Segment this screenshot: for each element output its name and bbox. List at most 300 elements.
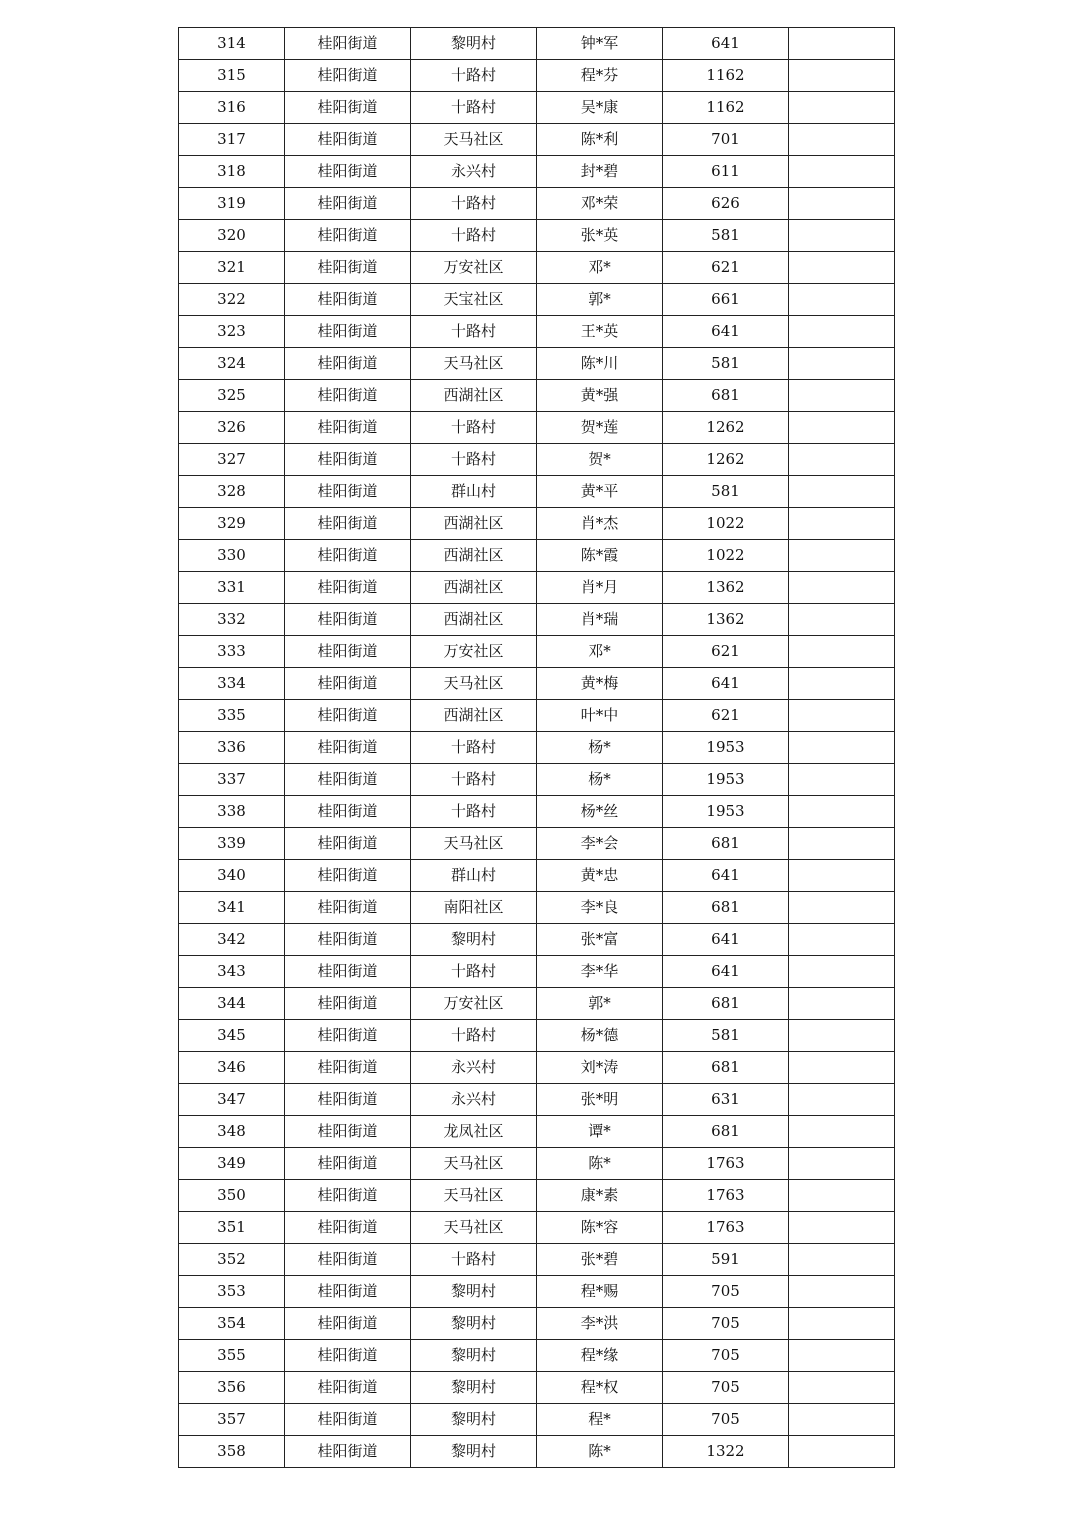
- village-cell: 群山村: [411, 476, 537, 508]
- table-row: [179, 796, 895, 828]
- subdistrict-cell: 桂阳街道: [285, 1436, 411, 1468]
- subdistrict-cell: 桂阳街道: [285, 348, 411, 380]
- serial-number-cell: 314: [179, 28, 285, 60]
- subdistrict-cell: 桂阳街道: [285, 1020, 411, 1052]
- remark-cell: [789, 92, 895, 124]
- remark-cell: [789, 1212, 895, 1244]
- village-cell: 万安社区: [411, 988, 537, 1020]
- subdistrict-cell: 桂阳街道: [285, 924, 411, 956]
- name-cell: 黄*梅: [537, 668, 663, 700]
- amount-cell: 1953: [663, 796, 789, 828]
- remark-cell: [789, 156, 895, 188]
- amount-cell: 641: [663, 924, 789, 956]
- serial-number-cell: 316: [179, 92, 285, 124]
- remark-cell: [789, 284, 895, 316]
- name-cell: 程*缘: [537, 1340, 663, 1372]
- table-row: [179, 156, 895, 188]
- name-cell: 李*洪: [537, 1308, 663, 1340]
- amount-cell: 701: [663, 124, 789, 156]
- table-row: [179, 636, 895, 668]
- table-row: [179, 60, 895, 92]
- amount-cell: 621: [663, 636, 789, 668]
- remark-cell: [789, 540, 895, 572]
- serial-number-cell: 351: [179, 1212, 285, 1244]
- subdistrict-cell: 桂阳街道: [285, 1244, 411, 1276]
- amount-cell: 1022: [663, 540, 789, 572]
- village-cell: 天马社区: [411, 1212, 537, 1244]
- table-row: [179, 668, 895, 700]
- remark-cell: [789, 604, 895, 636]
- table-row: [179, 1372, 895, 1404]
- village-cell: 天马社区: [411, 1180, 537, 1212]
- table-row: [179, 1436, 895, 1468]
- remark-cell: [789, 1276, 895, 1308]
- village-cell: 万安社区: [411, 252, 537, 284]
- village-cell: 西湖社区: [411, 540, 537, 572]
- amount-cell: 705: [663, 1340, 789, 1372]
- village-cell: 十路村: [411, 764, 537, 796]
- table-row: [179, 1180, 895, 1212]
- name-cell: 谭*: [537, 1116, 663, 1148]
- name-cell: 贺*莲: [537, 412, 663, 444]
- amount-cell: 1022: [663, 508, 789, 540]
- amount-cell: 621: [663, 700, 789, 732]
- name-cell: 肖*杰: [537, 508, 663, 540]
- village-cell: 天马社区: [411, 124, 537, 156]
- subdistrict-cell: 桂阳街道: [285, 764, 411, 796]
- subdistrict-cell: 桂阳街道: [285, 668, 411, 700]
- remark-cell: [789, 636, 895, 668]
- name-cell: 黄*忠: [537, 860, 663, 892]
- name-cell: 郭*: [537, 988, 663, 1020]
- amount-cell: 621: [663, 252, 789, 284]
- table-row: [179, 476, 895, 508]
- record-table-container: [178, 27, 894, 1468]
- amount-cell: 1362: [663, 572, 789, 604]
- name-cell: 陈*霞: [537, 540, 663, 572]
- name-cell: 肖*月: [537, 572, 663, 604]
- record-table-body: [179, 28, 895, 1468]
- amount-cell: 705: [663, 1404, 789, 1436]
- amount-cell: 681: [663, 1116, 789, 1148]
- village-cell: 龙凤社区: [411, 1116, 537, 1148]
- serial-number-cell: 335: [179, 700, 285, 732]
- village-cell: 十路村: [411, 316, 537, 348]
- name-cell: 邓*: [537, 636, 663, 668]
- village-cell: 天马社区: [411, 1148, 537, 1180]
- table-row: [179, 1244, 895, 1276]
- serial-number-cell: 326: [179, 412, 285, 444]
- subdistrict-cell: 桂阳街道: [285, 92, 411, 124]
- remark-cell: [789, 380, 895, 412]
- serial-number-cell: 357: [179, 1404, 285, 1436]
- table-row: [179, 252, 895, 284]
- table-row: [179, 28, 895, 60]
- serial-number-cell: 354: [179, 1308, 285, 1340]
- remark-cell: [789, 668, 895, 700]
- village-cell: 十路村: [411, 92, 537, 124]
- name-cell: 郭*: [537, 284, 663, 316]
- name-cell: 陈*川: [537, 348, 663, 380]
- amount-cell: 631: [663, 1084, 789, 1116]
- serial-number-cell: 331: [179, 572, 285, 604]
- remark-cell: [789, 348, 895, 380]
- serial-number-cell: 337: [179, 764, 285, 796]
- village-cell: 黎明村: [411, 1404, 537, 1436]
- amount-cell: 661: [663, 284, 789, 316]
- village-cell: 黎明村: [411, 1372, 537, 1404]
- serial-number-cell: 353: [179, 1276, 285, 1308]
- serial-number-cell: 352: [179, 1244, 285, 1276]
- table-row: [179, 764, 895, 796]
- serial-number-cell: 338: [179, 796, 285, 828]
- name-cell: 张*富: [537, 924, 663, 956]
- table-row: [179, 572, 895, 604]
- amount-cell: 1953: [663, 732, 789, 764]
- table-row: [179, 828, 895, 860]
- remark-cell: [789, 1116, 895, 1148]
- name-cell: 李*华: [537, 956, 663, 988]
- subdistrict-cell: 桂阳街道: [285, 604, 411, 636]
- amount-cell: 591: [663, 1244, 789, 1276]
- amount-cell: 1953: [663, 764, 789, 796]
- table-row: [179, 508, 895, 540]
- remark-cell: [789, 508, 895, 540]
- serial-number-cell: 321: [179, 252, 285, 284]
- name-cell: 钟*军: [537, 28, 663, 60]
- table-row: [179, 316, 895, 348]
- subdistrict-cell: 桂阳街道: [285, 540, 411, 572]
- village-cell: 黎明村: [411, 1308, 537, 1340]
- remark-cell: [789, 60, 895, 92]
- name-cell: 陈*利: [537, 124, 663, 156]
- amount-cell: 641: [663, 860, 789, 892]
- amount-cell: 1262: [663, 444, 789, 476]
- name-cell: 王*英: [537, 316, 663, 348]
- village-cell: 十路村: [411, 412, 537, 444]
- serial-number-cell: 344: [179, 988, 285, 1020]
- remark-cell: [789, 412, 895, 444]
- table-row: [179, 92, 895, 124]
- name-cell: 杨*丝: [537, 796, 663, 828]
- subdistrict-cell: 桂阳街道: [285, 700, 411, 732]
- table-row: [179, 1308, 895, 1340]
- subdistrict-cell: 桂阳街道: [285, 1308, 411, 1340]
- village-cell: 西湖社区: [411, 380, 537, 412]
- remark-cell: [789, 476, 895, 508]
- subdistrict-cell: 桂阳街道: [285, 1212, 411, 1244]
- amount-cell: 1162: [663, 60, 789, 92]
- amount-cell: 581: [663, 220, 789, 252]
- amount-cell: 1763: [663, 1180, 789, 1212]
- serial-number-cell: 345: [179, 1020, 285, 1052]
- amount-cell: 611: [663, 156, 789, 188]
- subdistrict-cell: 桂阳街道: [285, 1404, 411, 1436]
- name-cell: 黄*平: [537, 476, 663, 508]
- subdistrict-cell: 桂阳街道: [285, 220, 411, 252]
- table-row: [179, 860, 895, 892]
- name-cell: 贺*: [537, 444, 663, 476]
- name-cell: 程*赐: [537, 1276, 663, 1308]
- remark-cell: [789, 1372, 895, 1404]
- village-cell: 西湖社区: [411, 508, 537, 540]
- table-row: [179, 380, 895, 412]
- serial-number-cell: 319: [179, 188, 285, 220]
- name-cell: 李*会: [537, 828, 663, 860]
- name-cell: 张*英: [537, 220, 663, 252]
- name-cell: 黄*强: [537, 380, 663, 412]
- serial-number-cell: 333: [179, 636, 285, 668]
- serial-number-cell: 339: [179, 828, 285, 860]
- subdistrict-cell: 桂阳街道: [285, 284, 411, 316]
- serial-number-cell: 318: [179, 156, 285, 188]
- remark-cell: [789, 252, 895, 284]
- amount-cell: 581: [663, 476, 789, 508]
- remark-cell: [789, 1436, 895, 1468]
- subdistrict-cell: 桂阳街道: [285, 1180, 411, 1212]
- table-row: [179, 412, 895, 444]
- remark-cell: [789, 1148, 895, 1180]
- subdistrict-cell: 桂阳街道: [285, 188, 411, 220]
- remark-cell: [789, 988, 895, 1020]
- village-cell: 天马社区: [411, 668, 537, 700]
- serial-number-cell: 355: [179, 1340, 285, 1372]
- serial-number-cell: 348: [179, 1116, 285, 1148]
- amount-cell: 641: [663, 956, 789, 988]
- serial-number-cell: 329: [179, 508, 285, 540]
- remark-cell: [789, 188, 895, 220]
- subdistrict-cell: 桂阳街道: [285, 124, 411, 156]
- subdistrict-cell: 桂阳街道: [285, 60, 411, 92]
- name-cell: 程*芬: [537, 60, 663, 92]
- name-cell: 叶*中: [537, 700, 663, 732]
- village-cell: 群山村: [411, 860, 537, 892]
- amount-cell: 681: [663, 828, 789, 860]
- serial-number-cell: 340: [179, 860, 285, 892]
- village-cell: 十路村: [411, 1244, 537, 1276]
- table-row: [179, 1052, 895, 1084]
- amount-cell: 1322: [663, 1436, 789, 1468]
- serial-number-cell: 358: [179, 1436, 285, 1468]
- name-cell: 封*碧: [537, 156, 663, 188]
- remark-cell: [789, 444, 895, 476]
- serial-number-cell: 349: [179, 1148, 285, 1180]
- name-cell: 陈*: [537, 1148, 663, 1180]
- table-row: [179, 284, 895, 316]
- serial-number-cell: 350: [179, 1180, 285, 1212]
- village-cell: 十路村: [411, 956, 537, 988]
- serial-number-cell: 336: [179, 732, 285, 764]
- subdistrict-cell: 桂阳街道: [285, 636, 411, 668]
- serial-number-cell: 323: [179, 316, 285, 348]
- village-cell: 天马社区: [411, 348, 537, 380]
- subdistrict-cell: 桂阳街道: [285, 1148, 411, 1180]
- name-cell: 吴*康: [537, 92, 663, 124]
- table-row: [179, 892, 895, 924]
- subdistrict-cell: 桂阳街道: [285, 412, 411, 444]
- serial-number-cell: 342: [179, 924, 285, 956]
- village-cell: 西湖社区: [411, 700, 537, 732]
- village-cell: 南阳社区: [411, 892, 537, 924]
- village-cell: 十路村: [411, 1020, 537, 1052]
- name-cell: 杨*德: [537, 1020, 663, 1052]
- amount-cell: 705: [663, 1372, 789, 1404]
- village-cell: 十路村: [411, 188, 537, 220]
- table-row: [179, 1084, 895, 1116]
- table-row: [179, 988, 895, 1020]
- village-cell: 西湖社区: [411, 572, 537, 604]
- name-cell: 邓*荣: [537, 188, 663, 220]
- table-row: [179, 1340, 895, 1372]
- amount-cell: 681: [663, 892, 789, 924]
- amount-cell: 641: [663, 316, 789, 348]
- village-cell: 十路村: [411, 732, 537, 764]
- serial-number-cell: 324: [179, 348, 285, 380]
- subdistrict-cell: 桂阳街道: [285, 444, 411, 476]
- subdistrict-cell: 桂阳街道: [285, 892, 411, 924]
- name-cell: 李*良: [537, 892, 663, 924]
- amount-cell: 681: [663, 988, 789, 1020]
- amount-cell: 641: [663, 668, 789, 700]
- remark-cell: [789, 892, 895, 924]
- amount-cell: 1763: [663, 1148, 789, 1180]
- village-cell: 十路村: [411, 220, 537, 252]
- remark-cell: [789, 828, 895, 860]
- subdistrict-cell: 桂阳街道: [285, 380, 411, 412]
- name-cell: 杨*: [537, 732, 663, 764]
- subdistrict-cell: 桂阳街道: [285, 860, 411, 892]
- name-cell: 杨*: [537, 764, 663, 796]
- serial-number-cell: 341: [179, 892, 285, 924]
- village-cell: 永兴村: [411, 156, 537, 188]
- subdistrict-cell: 桂阳街道: [285, 796, 411, 828]
- remark-cell: [789, 1340, 895, 1372]
- village-cell: 黎明村: [411, 1436, 537, 1468]
- serial-number-cell: 322: [179, 284, 285, 316]
- remark-cell: [789, 124, 895, 156]
- record-table: [178, 27, 895, 1468]
- amount-cell: 641: [663, 28, 789, 60]
- table-row: [179, 1116, 895, 1148]
- village-cell: 天马社区: [411, 828, 537, 860]
- name-cell: 陈*容: [537, 1212, 663, 1244]
- table-row: [179, 188, 895, 220]
- serial-number-cell: 346: [179, 1052, 285, 1084]
- table-row: [179, 1020, 895, 1052]
- table-row: [179, 956, 895, 988]
- remark-cell: [789, 1180, 895, 1212]
- name-cell: 张*碧: [537, 1244, 663, 1276]
- amount-cell: 1763: [663, 1212, 789, 1244]
- serial-number-cell: 347: [179, 1084, 285, 1116]
- village-cell: 万安社区: [411, 636, 537, 668]
- remark-cell: [789, 572, 895, 604]
- amount-cell: 705: [663, 1276, 789, 1308]
- name-cell: 刘*涛: [537, 1052, 663, 1084]
- subdistrict-cell: 桂阳街道: [285, 156, 411, 188]
- table-row: [179, 1212, 895, 1244]
- amount-cell: 705: [663, 1308, 789, 1340]
- subdistrict-cell: 桂阳街道: [285, 28, 411, 60]
- subdistrict-cell: 桂阳街道: [285, 1340, 411, 1372]
- name-cell: 邓*: [537, 252, 663, 284]
- remark-cell: [789, 1052, 895, 1084]
- village-cell: 西湖社区: [411, 604, 537, 636]
- subdistrict-cell: 桂阳街道: [285, 508, 411, 540]
- remark-cell: [789, 1244, 895, 1276]
- remark-cell: [789, 28, 895, 60]
- remark-cell: [789, 732, 895, 764]
- subdistrict-cell: 桂阳街道: [285, 572, 411, 604]
- table-row: [179, 700, 895, 732]
- amount-cell: 626: [663, 188, 789, 220]
- name-cell: 程*: [537, 1404, 663, 1436]
- remark-cell: [789, 1308, 895, 1340]
- village-cell: 永兴村: [411, 1052, 537, 1084]
- table-row: [179, 924, 895, 956]
- table-row: [179, 1404, 895, 1436]
- remark-cell: [789, 924, 895, 956]
- village-cell: 十路村: [411, 60, 537, 92]
- remark-cell: [789, 1404, 895, 1436]
- serial-number-cell: 356: [179, 1372, 285, 1404]
- serial-number-cell: 334: [179, 668, 285, 700]
- table-row: [179, 348, 895, 380]
- amount-cell: 1162: [663, 92, 789, 124]
- remark-cell: [789, 220, 895, 252]
- amount-cell: 581: [663, 348, 789, 380]
- table-row: [179, 540, 895, 572]
- village-cell: 黎明村: [411, 1276, 537, 1308]
- village-cell: 十路村: [411, 796, 537, 828]
- village-cell: 黎明村: [411, 28, 537, 60]
- table-row: [179, 604, 895, 636]
- serial-number-cell: 328: [179, 476, 285, 508]
- subdistrict-cell: 桂阳街道: [285, 956, 411, 988]
- serial-number-cell: 327: [179, 444, 285, 476]
- village-cell: 十路村: [411, 444, 537, 476]
- subdistrict-cell: 桂阳街道: [285, 828, 411, 860]
- amount-cell: 681: [663, 1052, 789, 1084]
- table-row: [179, 732, 895, 764]
- table-row: [179, 1148, 895, 1180]
- name-cell: 张*明: [537, 1084, 663, 1116]
- serial-number-cell: 315: [179, 60, 285, 92]
- remark-cell: [789, 764, 895, 796]
- subdistrict-cell: 桂阳街道: [285, 988, 411, 1020]
- serial-number-cell: 320: [179, 220, 285, 252]
- serial-number-cell: 325: [179, 380, 285, 412]
- remark-cell: [789, 700, 895, 732]
- serial-number-cell: 332: [179, 604, 285, 636]
- village-cell: 天宝社区: [411, 284, 537, 316]
- village-cell: 黎明村: [411, 1340, 537, 1372]
- name-cell: 康*素: [537, 1180, 663, 1212]
- table-row: [179, 220, 895, 252]
- name-cell: 程*权: [537, 1372, 663, 1404]
- serial-number-cell: 330: [179, 540, 285, 572]
- subdistrict-cell: 桂阳街道: [285, 1372, 411, 1404]
- amount-cell: 1262: [663, 412, 789, 444]
- remark-cell: [789, 796, 895, 828]
- serial-number-cell: 343: [179, 956, 285, 988]
- remark-cell: [789, 860, 895, 892]
- village-cell: 黎明村: [411, 924, 537, 956]
- remark-cell: [789, 1084, 895, 1116]
- remark-cell: [789, 316, 895, 348]
- amount-cell: 1362: [663, 604, 789, 636]
- name-cell: 肖*瑞: [537, 604, 663, 636]
